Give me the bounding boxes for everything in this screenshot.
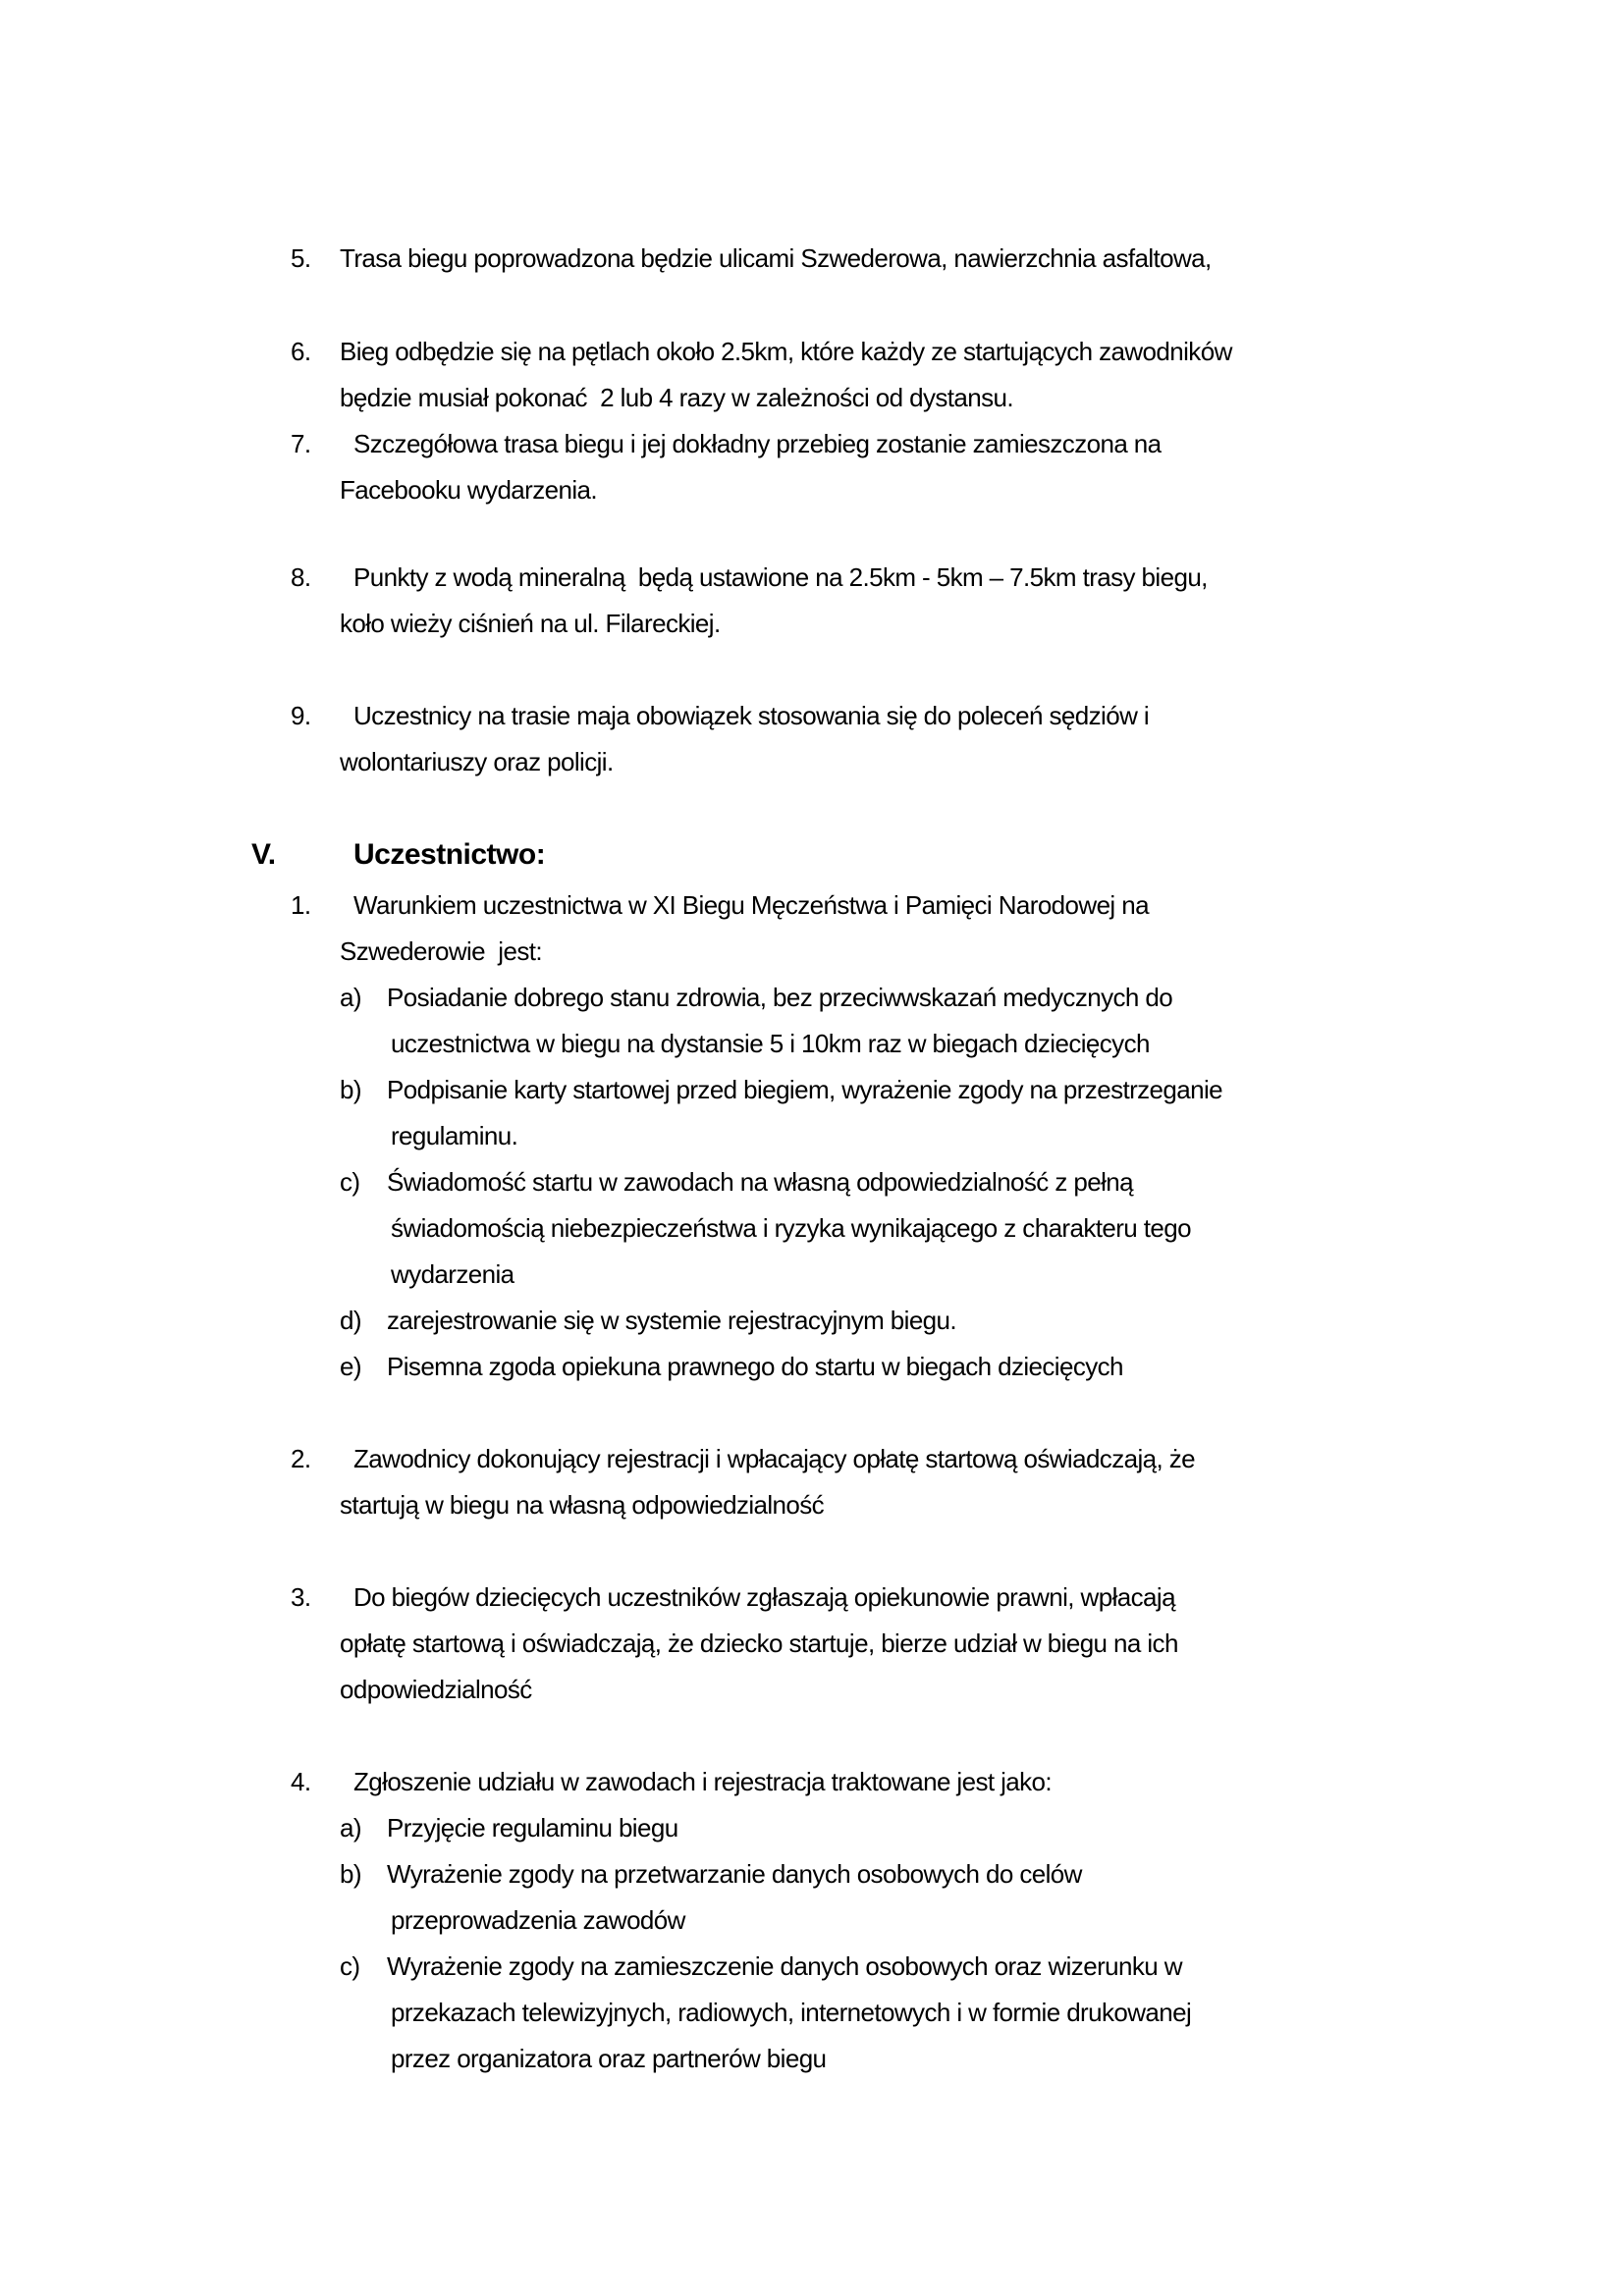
list-number: 8. <box>291 562 311 592</box>
list-text: wolontariuszy oraz policji. <box>340 747 614 776</box>
subitem-letter: c) <box>340 1951 360 1981</box>
subitem-text: przeprowadzenia zawodów <box>391 1905 685 1935</box>
list-text: Zgłoszenie udziału w zawodach i rejestracja traktowane jest jako: <box>353 1767 1053 1796</box>
list-text: Trasa biegu poprowadzona będzie ulicami Szwederowa, nawierzchnia asfaltowa, <box>340 243 1212 273</box>
subitem-text: Posiadanie dobrego stanu zdrowia, bez przeciwwskazań medycznych do <box>387 983 1173 1012</box>
subitem-text: Podpisanie karty startowej przed biegiem, wyrażenie zgody na przestrzeganie <box>387 1075 1223 1104</box>
list-text: Bieg odbędzie się na pętlach około 2.5km, które każdy ze startujących zawodników <box>340 337 1232 366</box>
list-number: 2. <box>291 1444 311 1473</box>
subitem-text: świadomością niebezpieczeństwa i ryzyka wynikającego z charakteru tego <box>391 1213 1191 1243</box>
subitem-text: zarejestrowanie się w systemie rejestracyjnym biegu. <box>387 1306 957 1335</box>
subitem-letter: d) <box>340 1306 361 1335</box>
subitem-text: Świadomość startu w zawodach na własną odpowiedzialność z pełną <box>387 1167 1133 1197</box>
list-number: 3. <box>291 1582 311 1612</box>
list-number: 1. <box>291 890 311 920</box>
section-number: V. <box>251 838 276 871</box>
list-number: 5. <box>291 243 311 273</box>
subitem-letter: a) <box>340 983 361 1012</box>
list-number: 4. <box>291 1767 311 1796</box>
list-text: Do biegów dziecięcych uczestników zgłaszają opiekunowie prawni, wpłacają <box>353 1582 1175 1612</box>
list-text: opłatę startową i oświadczają, że dziecko startuje, bierze udział w biegu na ich <box>340 1629 1178 1658</box>
subitem-text: Pisemna zgoda opiekuna prawnego do startu w biegach dziecięcych <box>387 1352 1123 1381</box>
list-text: Facebooku wydarzenia. <box>340 475 597 505</box>
subitem-text: Wyrażenie zgody na zamieszczenie danych osobowych oraz wizerunku w <box>387 1951 1182 1981</box>
subitem-letter: c) <box>340 1167 360 1197</box>
list-text: Szwederowie jest: <box>340 936 542 966</box>
subitem-letter: b) <box>340 1859 361 1889</box>
list-text: Warunkiem uczestnictwa w XI Biegu Męczeństwa i Pamięci Narodowej na <box>353 890 1149 920</box>
subitem-text: Przyjęcie regulaminu biegu <box>387 1813 678 1842</box>
list-text: Uczestnicy na trasie maja obowiązek stosowania się do poleceń sędziów i <box>353 701 1150 730</box>
subitem-letter: a) <box>340 1813 361 1842</box>
list-text: będzie musiał pokonać 2 lub 4 razy w zależności od dystansu. <box>340 383 1014 412</box>
subitem-text: Wyrażenie zgody na przetwarzanie danych osobowych do celów <box>387 1859 1082 1889</box>
list-text: Zawodnicy dokonujący rejestracji i wpłacający opłatę startową oświadczają, że <box>353 1444 1196 1473</box>
subitem-text: regulaminu. <box>391 1121 518 1150</box>
list-number: 6. <box>291 337 311 366</box>
list-text: startują w biegu na własną odpowiedzialność <box>340 1490 825 1520</box>
subitem-text: wydarzenia <box>391 1259 514 1289</box>
list-text: Szczegółowa trasa biegu i jej dokładny przebieg zostanie zamieszczona na <box>353 429 1162 458</box>
subitem-text: przez organizatora oraz partnerów biegu <box>391 2044 827 2073</box>
section-title: Uczestnictwo: <box>353 838 546 871</box>
subitem-text: uczestnictwa w biegu na dystansie 5 i 10km raz w biegach dziecięcych <box>391 1029 1150 1058</box>
list-text: odpowiedzialność <box>340 1675 532 1704</box>
subitem-letter: e) <box>340 1352 361 1381</box>
list-text: Punkty z wodą mineralną będą ustawione na 2.5km - 5km – 7.5km trasy biegu, <box>353 562 1208 592</box>
subitem-letter: b) <box>340 1075 361 1104</box>
list-number: 9. <box>291 701 311 730</box>
list-number: 7. <box>291 429 311 458</box>
list-text: koło wieży ciśnień na ul. Filareckiej. <box>340 609 721 638</box>
subitem-text: przekazach telewizyjnych, radiowych, internetowych i w formie drukowanej <box>391 1998 1192 2027</box>
